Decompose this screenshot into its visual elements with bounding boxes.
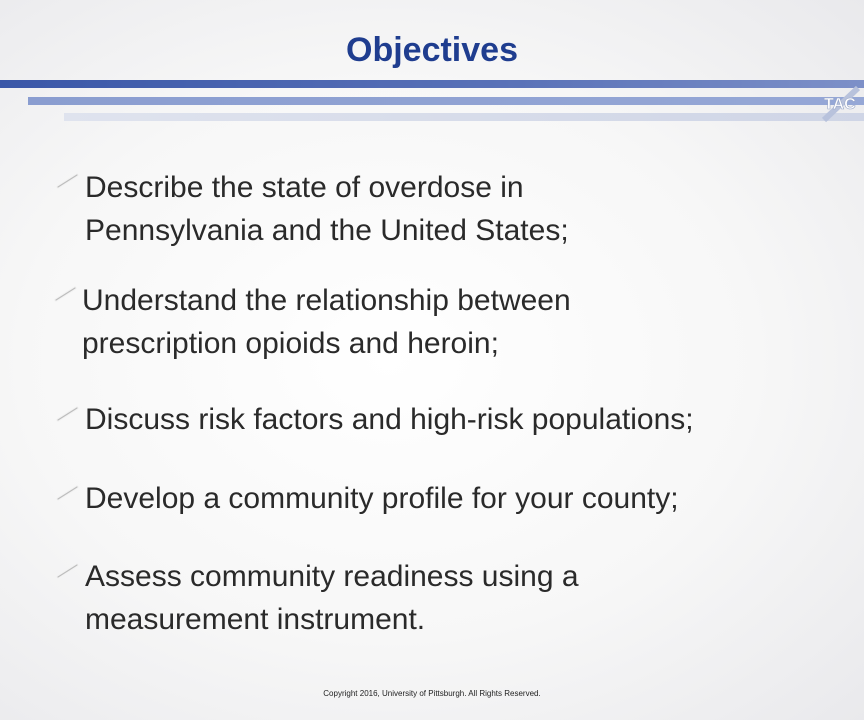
slide-title: Objectives <box>346 31 518 69</box>
objective-line: Pennsylvania and the United States; <box>85 214 569 247</box>
pencil-dash-icon <box>55 562 81 580</box>
pencil-dash-icon <box>55 405 81 423</box>
copyright-footer: Copyright 2016, University of Pittsburgh. All Rights Reserved. <box>323 689 541 698</box>
pencil-dash-icon <box>53 285 79 303</box>
objective-line: measurement instrument. <box>85 603 426 636</box>
objective-line: Assess community readiness using a <box>85 560 579 593</box>
objective-line: Discuss risk factors and high-risk populations; <box>85 403 694 436</box>
objective-line: Develop a community profile for your county; <box>85 482 679 515</box>
objective-line: Understand the relationship between <box>82 284 571 317</box>
logo-text: TAC <box>824 96 856 113</box>
objective-line: prescription opioids and heroin; <box>82 327 499 360</box>
objective-line: Describe the state of overdose in <box>85 171 524 204</box>
pencil-dash-icon <box>55 484 81 502</box>
pencil-dash-icon <box>55 172 81 190</box>
